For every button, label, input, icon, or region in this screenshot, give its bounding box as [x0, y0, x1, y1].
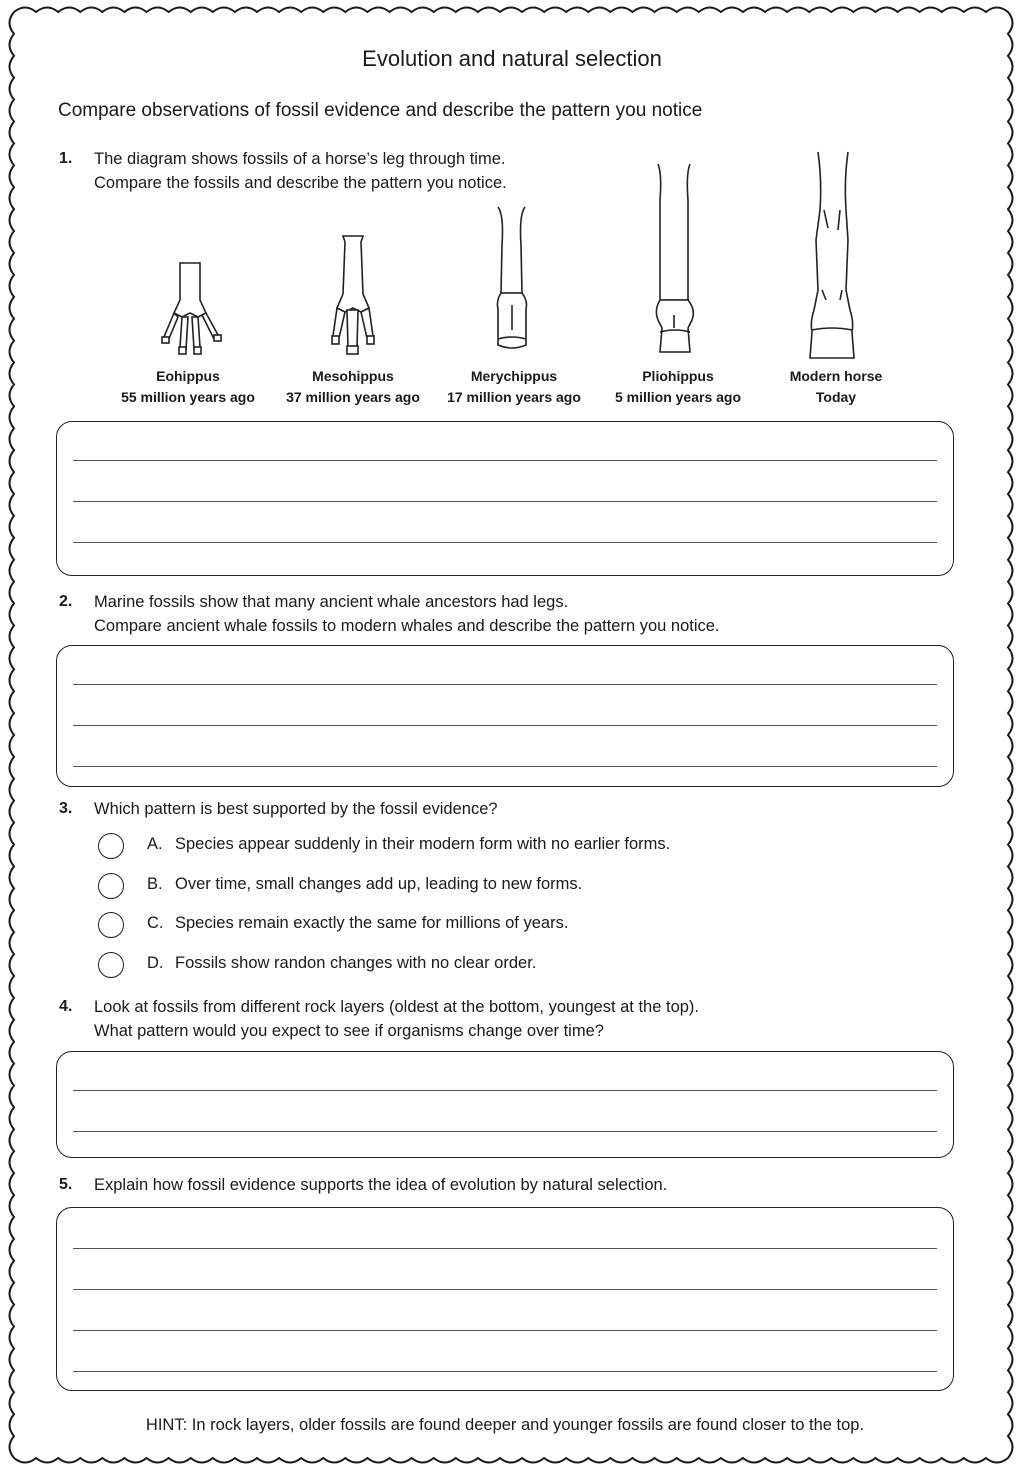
- answer-line[interactable]: [73, 460, 937, 461]
- question-4-text: [94, 995, 699, 1043]
- question-1-text: [94, 147, 507, 195]
- mesohippus-leg-fossil-icon: [315, 232, 395, 362]
- option-a-letter: A.: [147, 835, 163, 853]
- option-c-radio[interactable]: [98, 912, 124, 938]
- option-b-text: Over time, small changes add up, leading to new forms.: [175, 875, 583, 893]
- fossil-label-pliohippus: [593, 366, 763, 408]
- answer-line[interactable]: [73, 1248, 937, 1249]
- answer-line[interactable]: [73, 1131, 937, 1132]
- question-3-text: Which pattern is best supported by the fossil evidence?: [94, 800, 498, 818]
- answer-line[interactable]: [73, 501, 937, 502]
- answer-box-question-4[interactable]: [56, 1051, 954, 1158]
- question-2-line-1: Marine fossils show that many ancient whale ancestors had legs.: [94, 593, 569, 611]
- option-b-radio[interactable]: [98, 873, 124, 899]
- answer-line[interactable]: [73, 725, 937, 726]
- fossil-age: 17 million years ago: [447, 389, 581, 405]
- fossil-age: 37 million years ago: [286, 389, 420, 405]
- fossil-label-eohippus: [103, 366, 273, 408]
- fossil-age: 55 million years ago: [121, 389, 255, 405]
- option-c-letter: C.: [147, 914, 164, 932]
- question-4-number: 4.: [59, 998, 73, 1015]
- question-1-line-2: Compare the fossils and describe the pattern you notice.: [94, 174, 507, 192]
- page-title: Evolution and natural selection: [362, 46, 662, 71]
- answer-line[interactable]: [73, 766, 937, 767]
- question-1-number: 1.: [59, 150, 73, 167]
- answer-line[interactable]: [73, 1289, 937, 1290]
- fossil-label-merychippus: [429, 366, 599, 408]
- fossil-label-mesohippus: [268, 366, 438, 408]
- question-2-text: [94, 590, 720, 638]
- question-3-number: 3.: [59, 800, 73, 817]
- answer-box-question-1[interactable]: [56, 421, 954, 576]
- fossil-age: 5 million years ago: [614, 389, 742, 405]
- option-b-letter: B.: [147, 875, 163, 893]
- fossil-label-modern-horse: [751, 366, 921, 408]
- page-subtitle: Compare observations of fossil evidence and describe the pattern you notice: [58, 100, 703, 121]
- answer-box-question-5[interactable]: [56, 1207, 954, 1391]
- question-2-line-2: Compare ancient whale fossils to modern whales and describe the pattern you notice.: [94, 617, 720, 635]
- question-5-number: 5.: [59, 1176, 73, 1193]
- question-4-line-2: What pattern would you expect to see if organisms change over time?: [94, 1022, 604, 1040]
- hint-text: HINT: In rock layers, older fossils are found deeper and younger fossils are found closer to the top.: [145, 1416, 865, 1434]
- fossil-age: Today: [815, 389, 857, 405]
- option-d-letter: D.: [147, 954, 164, 972]
- answer-line[interactable]: [73, 1090, 937, 1091]
- answer-box-question-2[interactable]: [56, 645, 954, 787]
- option-c-text: Species remain exactly the same for millions of years.: [175, 914, 569, 932]
- answer-line[interactable]: [73, 1330, 937, 1331]
- eohippus-leg-fossil-icon: [150, 255, 230, 365]
- question-2-number: 2.: [59, 593, 73, 610]
- merychippus-leg-fossil-icon: [482, 205, 542, 365]
- fossil-name: Eohippus: [156, 368, 220, 384]
- option-d-text: Fossils show randon changes with no clear order.: [175, 954, 537, 972]
- option-a-radio[interactable]: [98, 833, 124, 859]
- fossil-name: Modern horse: [789, 368, 883, 384]
- question-4-line-1: Look at fossils from different rock layers (oldest at the bottom, youngest at the top).: [94, 998, 699, 1016]
- answer-line[interactable]: [73, 684, 937, 685]
- fossil-name: Merychippus: [470, 368, 558, 384]
- modern-horse-leg-fossil-icon: [790, 150, 880, 365]
- option-a-text: Species appear suddenly in their modern form with no earlier forms.: [175, 835, 671, 853]
- fossil-name: Mesohippus: [312, 368, 394, 384]
- option-d-radio[interactable]: [98, 952, 124, 978]
- answer-line[interactable]: [73, 1371, 937, 1372]
- question-1-line-1: The diagram shows fossils of a horse’s leg through time.: [94, 150, 506, 168]
- question-5-text: Explain how fossil evidence supports the idea of evolution by natural selection.: [94, 1176, 668, 1194]
- pliohippus-leg-fossil-icon: [640, 160, 710, 360]
- fossil-name: Pliohippus: [642, 368, 714, 384]
- answer-line[interactable]: [73, 542, 937, 543]
